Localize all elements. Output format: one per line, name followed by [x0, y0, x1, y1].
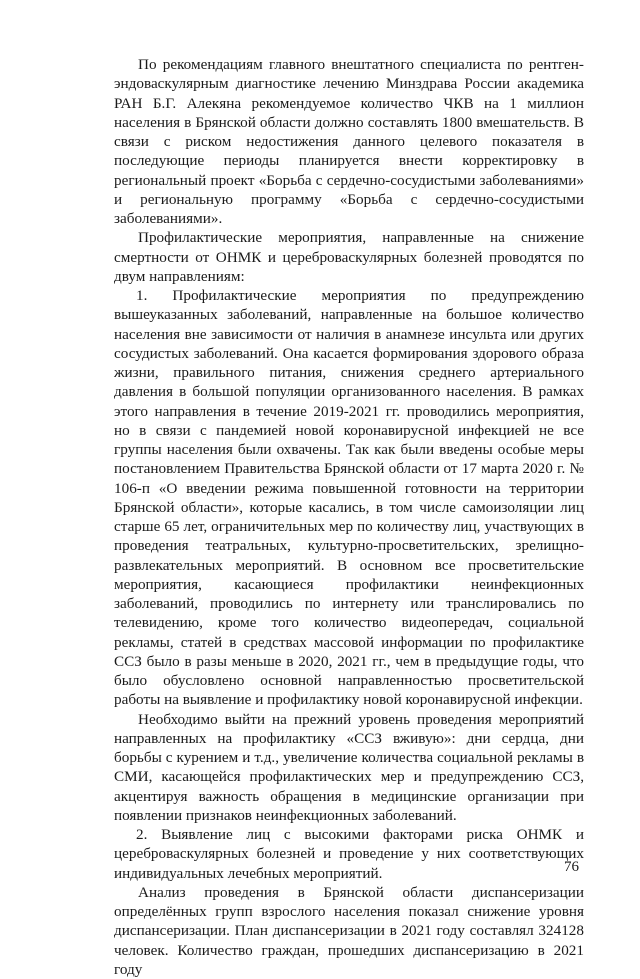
paragraph-dispensary-analysis: Анализ проведения в Брянской области диспансеризации определённых групп взрослого населения показал снижение уровня диспансеризации. План диспансеризации в 2021 году составлял 324128 человек. Количество граждан, прошедших диспансеризацию в 2021 году [114, 883, 584, 978]
paragraph-return-to-activities: Необходимо выйти на прежний уровень проведения мероприятий направленных на профилактику «ССЗ вживую»: дни сердца, дни борьбы с курением и т.д., увеличение количества социальной рекламы в СМИ, касающейся профилактических мер и предупреждению ССЗ, акцентируя важность обращения в медицинские организации при появлении признаков неинфекционных заболеваний. [114, 710, 584, 824]
list-item-risk-identification: 2. Выявление лиц с высокими факторами риска ОНМК и цереброваскулярных болезней и проведение у них соответствующих индивидуальных лечебных мероприятий. [114, 826, 584, 882]
paragraph-prevention-directions: Профилактические мероприятия, направленные на снижение смертности от ОНМК и цереброваскулярных болезней проводятся по двум направлениям: [114, 229, 584, 285]
body-text [114, 55, 584, 979]
paragraph-pci-recommendation: По рекомендациям главного внештатного специалиста по рентген-эндоваскулярным диагностике лечению Минздрава России академика РАН Б.Г. Алекяна рекомендуемое количество ЧКВ на 1 миллион населения в Брянской области должно составлять 1800 вмешательств. В связи с риском недостижения данного целевого показателя в последующие периоды планируется внести корректировку в региональный проект «Борьба с сердечно-сосудистыми заболеваниями» и региональную программу «Борьба с сердечно-сосудистыми заболеваниями». [114, 56, 584, 227]
list-item-prevention-measures: 1. Профилактические мероприятия по предупреждению вышеуказанных заболеваний, направленные на большое количество населения вне зависимости от наличия в анамнезе инсульта или других сосудистых заболеваний. Она касается формирования здорового образа жизни, правильного питания, снижения среднего артериального давления в большой популяции организованного населения. В рамках этого направления в течение 2019-2021 гг. проводились мероприятия, но в связи с пандемией новой коронавирусной инфекцией не все группы населения были охвачены. Так как были введены особые меры постановлением Правительства Брянской области от 17 марта 2020 г. № 106-п «О введении режима повышенной готовности на территории Брянской области», которые касались, в том числе самоизоляции лиц старше 65 лет, ограничительных мер по количеству лиц, участвующих в проведения театральных, культурно-просветительских, зрелищно-развлекательных мероприятий. В основном все просветительские мероприятия, касающиеся профилактики неинфекционных заболеваний, проводились по интернету или транслировались по телевидению, кроме того количество видеопередач, социальной рекламы, статей в средствах массовой информации по профилактике ССЗ было в разы меньше в 2020, 2021 гг., чем в предыдущие годы, что было обусловлено основной направленностью просветительской работы на выявление и профилактику новой коронавирусной инфекции. [114, 287, 584, 709]
page-number: 76 [564, 859, 579, 875]
